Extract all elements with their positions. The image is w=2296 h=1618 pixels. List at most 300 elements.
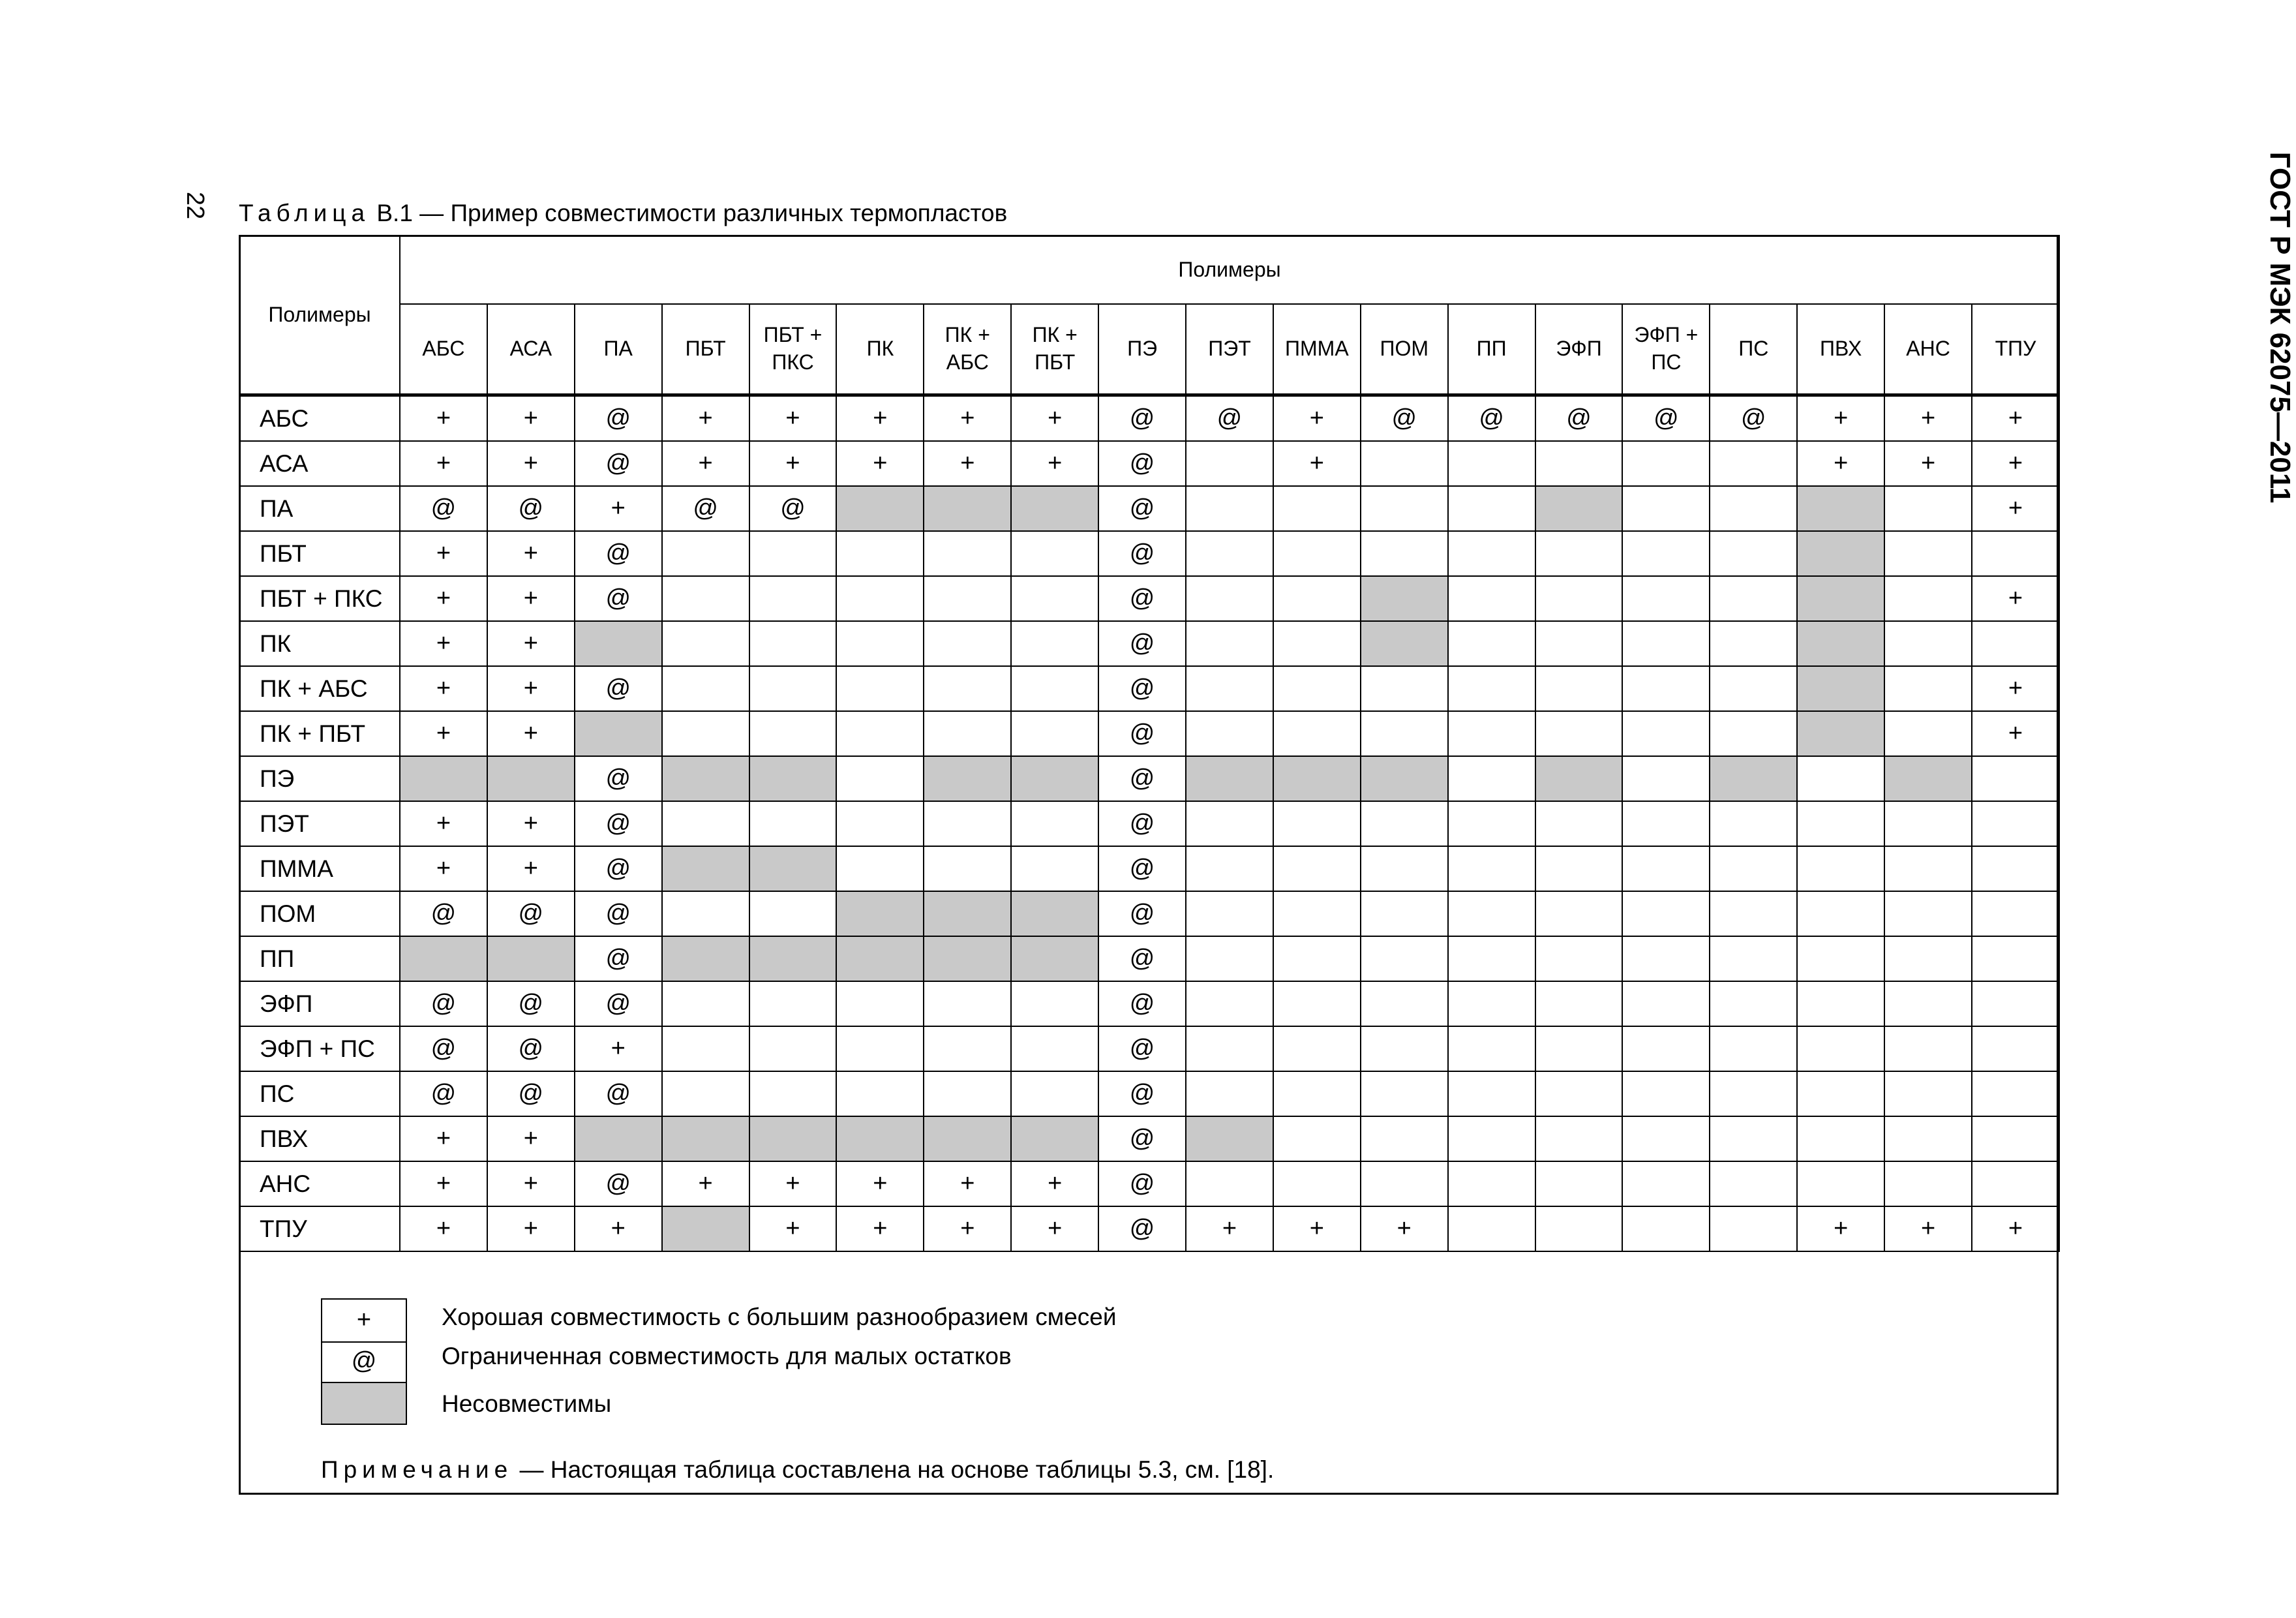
empty-cell [1273, 666, 1361, 711]
compatible-cell: + [1011, 441, 1098, 486]
empty-cell [1361, 936, 1448, 981]
limited-cell: @ [575, 441, 662, 486]
incompatible-cell [924, 1116, 1011, 1161]
compatible-cell: + [487, 801, 575, 846]
compatible-cell: + [836, 1161, 924, 1206]
limited-cell: @ [1098, 666, 1186, 711]
compatible-cell: + [487, 846, 575, 891]
empty-cell [1011, 621, 1098, 666]
empty-cell [1186, 666, 1273, 711]
incompatible-cell [1011, 756, 1098, 801]
empty-cell [1273, 1161, 1361, 1206]
compatible-cell: + [1011, 395, 1098, 442]
empty-cell [1273, 576, 1361, 621]
empty-cell [924, 1071, 1011, 1116]
limited-cell: @ [1098, 756, 1186, 801]
empty-cell [836, 1026, 924, 1071]
empty-cell [1273, 621, 1361, 666]
compatible-cell: + [487, 1161, 575, 1206]
compatible-cell: + [1972, 395, 2059, 442]
limited-cell: @ [1098, 711, 1186, 756]
empty-cell [1622, 621, 1710, 666]
note-label: Примечание [321, 1456, 513, 1483]
empty-cell [1011, 981, 1098, 1026]
empty-cell [1535, 1206, 1623, 1251]
incompatible-cell [1797, 531, 1884, 576]
legend-label: Несовместимы [442, 1390, 612, 1417]
incompatible-cell [1361, 621, 1448, 666]
incompatible-cell [1797, 666, 1884, 711]
table-row [239, 846, 2059, 891]
empty-cell [749, 801, 837, 846]
empty-cell [1535, 621, 1623, 666]
limited-cell: @ [575, 801, 662, 846]
empty-cell [836, 846, 924, 891]
empty-cell [1361, 1071, 1448, 1116]
empty-cell [1622, 936, 1710, 981]
empty-cell [1535, 531, 1623, 576]
empty-cell [1361, 801, 1448, 846]
incompatible-cell [1011, 936, 1098, 981]
compatible-cell: + [836, 395, 924, 442]
empty-cell [662, 1071, 749, 1116]
table-row [239, 666, 2059, 711]
column-header: АНС [1884, 304, 1972, 395]
empty-cell [836, 621, 924, 666]
limited-cell: @ [575, 891, 662, 936]
incompatible-cell [836, 486, 924, 531]
limited-cell: @ [662, 486, 749, 531]
empty-cell [1622, 441, 1710, 486]
column-header: ПВХ [1797, 304, 1884, 395]
empty-cell [662, 531, 749, 576]
empty-cell [1535, 801, 1623, 846]
empty-cell [662, 891, 749, 936]
empty-cell [1448, 1071, 1535, 1116]
empty-cell [1535, 1071, 1623, 1116]
compatible-cell: + [400, 666, 487, 711]
empty-cell [1448, 756, 1535, 801]
limited-cell: @ [487, 486, 575, 531]
empty-cell [1535, 936, 1623, 981]
incompatible-cell [662, 1116, 749, 1161]
empty-cell [1535, 981, 1623, 1026]
compatible-cell: + [1011, 1161, 1098, 1206]
compatible-cell: + [1972, 666, 2059, 711]
compatible-cell: + [400, 395, 487, 442]
empty-cell [1710, 891, 1797, 936]
legend-label: Ограниченная совместимость для малых остатков [442, 1343, 1012, 1369]
empty-cell [1361, 711, 1448, 756]
empty-cell [1186, 1071, 1273, 1116]
empty-cell [662, 666, 749, 711]
empty-cell [1448, 936, 1535, 981]
empty-cell [1622, 1116, 1710, 1161]
empty-cell [662, 1026, 749, 1071]
note-text: — Настоящая таблица составлена на основе таблицы 5.3, см. [18]. [513, 1456, 1275, 1483]
empty-cell [1884, 621, 1972, 666]
compatible-cell: + [400, 441, 487, 486]
empty-cell [1186, 936, 1273, 981]
incompatible-cell [1797, 486, 1884, 531]
row-label: ПБТ + ПКС [239, 576, 400, 621]
compatible-cell: + [1884, 1206, 1972, 1251]
limited-cell: @ [575, 531, 662, 576]
empty-cell [1884, 981, 1972, 1026]
incompatible-cell [400, 936, 487, 981]
empty-cell [1186, 576, 1273, 621]
document-id: ГОСТ Р МЭК 62075—2011 [2264, 151, 2296, 504]
table-row [239, 531, 2059, 576]
empty-cell [1011, 846, 1098, 891]
column-header: ЭФП [1535, 304, 1623, 395]
table-row [239, 936, 2059, 981]
incompatible-cell [575, 711, 662, 756]
compatible-cell: + [662, 1161, 749, 1206]
incompatible-cell [1710, 756, 1797, 801]
row-label: ПММА [239, 846, 400, 891]
table-row [239, 756, 2059, 801]
limited-cell: @ [1186, 395, 1273, 442]
empty-cell [1361, 1026, 1448, 1071]
incompatible-cell [1797, 711, 1884, 756]
empty-cell [1797, 981, 1884, 1026]
incompatible-cell [1361, 756, 1448, 801]
compatible-cell: + [924, 1206, 1011, 1251]
limited-cell: @ [1098, 1161, 1186, 1206]
empty-cell [1622, 531, 1710, 576]
empty-cell [1011, 801, 1098, 846]
limited-cell: @ [487, 981, 575, 1026]
compatible-cell: + [1797, 441, 1884, 486]
empty-cell [1622, 891, 1710, 936]
limited-cell: @ [1535, 395, 1623, 442]
incompatible-cell [1186, 1116, 1273, 1161]
compatible-cell: + [1273, 441, 1361, 486]
empty-cell [1011, 1026, 1098, 1071]
empty-cell [1273, 981, 1361, 1026]
compatible-cell: + [749, 441, 837, 486]
limited-cell: @ [1098, 531, 1186, 576]
incompatible-cell [836, 1116, 924, 1161]
empty-cell [1972, 756, 2059, 801]
incompatible-cell [662, 846, 749, 891]
incompatible-cell [1011, 486, 1098, 531]
compatible-cell: + [924, 441, 1011, 486]
empty-cell [1884, 936, 1972, 981]
empty-cell [1011, 1071, 1098, 1116]
empty-cell [1186, 846, 1273, 891]
empty-cell [836, 981, 924, 1026]
empty-cell [1622, 576, 1710, 621]
row-label: ПС [239, 1071, 400, 1116]
compatible-cell: + [487, 441, 575, 486]
incompatible-cell [924, 756, 1011, 801]
incompatible-cell [575, 1116, 662, 1161]
empty-cell [836, 1071, 924, 1116]
column-header: ПК + АБС [924, 304, 1011, 395]
empty-cell [1884, 1026, 1972, 1071]
limited-cell: @ [575, 846, 662, 891]
compatible-cell: + [1884, 441, 1972, 486]
incompatible-cell [1797, 576, 1884, 621]
empty-cell [1710, 936, 1797, 981]
table-row [239, 621, 2059, 666]
limited-cell: @ [1098, 936, 1186, 981]
empty-cell [1011, 576, 1098, 621]
limited-cell: @ [487, 1026, 575, 1071]
empty-cell [1448, 576, 1535, 621]
column-header: ПЭТ [1186, 304, 1273, 395]
incompatible-cell [400, 756, 487, 801]
row-label: ПП [239, 936, 400, 981]
empty-cell [1622, 1026, 1710, 1071]
empty-cell [1273, 486, 1361, 531]
empty-cell [1361, 441, 1448, 486]
incompatible-cell [662, 756, 749, 801]
empty-cell [836, 531, 924, 576]
limited-cell: @ [575, 395, 662, 442]
empty-cell [1448, 531, 1535, 576]
limited-cell: @ [749, 486, 837, 531]
compatible-cell: + [400, 801, 487, 846]
empty-cell [836, 756, 924, 801]
empty-cell [1710, 1026, 1797, 1071]
limited-cell: @ [1098, 621, 1186, 666]
column-header: ПК [836, 304, 924, 395]
incompatible-cell [662, 936, 749, 981]
compatible-cell: + [1797, 395, 1884, 442]
empty-cell [1448, 441, 1535, 486]
empty-cell [924, 801, 1011, 846]
compatible-cell: + [1884, 395, 1972, 442]
compatible-cell: + [575, 1026, 662, 1071]
empty-cell [1186, 531, 1273, 576]
incompatible-cell [924, 486, 1011, 531]
empty-cell [1273, 801, 1361, 846]
empty-cell [1797, 846, 1884, 891]
limited-cell: @ [1098, 801, 1186, 846]
empty-cell [1448, 486, 1535, 531]
limited-cell: @ [1098, 441, 1186, 486]
empty-cell [1186, 621, 1273, 666]
limited-cell: @ [1710, 395, 1797, 442]
table-row [239, 576, 2059, 621]
row-label: ПБТ [239, 531, 400, 576]
empty-cell [1448, 621, 1535, 666]
empty-cell [1186, 801, 1273, 846]
incompatible-cell [1011, 891, 1098, 936]
group-header: Полимеры [400, 236, 2059, 304]
empty-cell [662, 801, 749, 846]
empty-cell [1884, 711, 1972, 756]
empty-cell [1448, 711, 1535, 756]
empty-cell [1361, 846, 1448, 891]
compatible-cell: + [924, 395, 1011, 442]
empty-cell [1535, 666, 1623, 711]
row-label: ПВХ [239, 1116, 400, 1161]
empty-cell [749, 981, 837, 1026]
empty-cell [1972, 1071, 2059, 1116]
empty-cell [836, 666, 924, 711]
row-label: ПОМ [239, 891, 400, 936]
limited-cell: @ [400, 981, 487, 1026]
empty-cell [1710, 441, 1797, 486]
row-label: АСА [239, 441, 400, 486]
empty-cell [1710, 711, 1797, 756]
compatibility-table [239, 235, 2060, 1252]
empty-cell [1186, 441, 1273, 486]
empty-cell [836, 576, 924, 621]
compatible-cell: + [749, 1206, 837, 1251]
empty-cell [1011, 666, 1098, 711]
empty-cell [1361, 981, 1448, 1026]
empty-cell [1448, 846, 1535, 891]
empty-cell [1273, 936, 1361, 981]
empty-cell [836, 801, 924, 846]
table-row [239, 981, 2059, 1026]
empty-cell [749, 666, 837, 711]
incompatible-cell [487, 756, 575, 801]
limited-cell: @ [1361, 395, 1448, 442]
empty-cell [1884, 1071, 1972, 1116]
empty-cell [1884, 666, 1972, 711]
compatible-cell: + [487, 531, 575, 576]
empty-cell [1361, 1161, 1448, 1206]
empty-cell [1361, 666, 1448, 711]
legend-label: Хорошая совместимость с большим разнообразием смесей [442, 1304, 1117, 1330]
incompatible-cell [749, 936, 837, 981]
compatible-cell: + [400, 1161, 487, 1206]
compatible-cell: + [487, 576, 575, 621]
empty-cell [662, 576, 749, 621]
empty-cell [1972, 936, 2059, 981]
empty-cell [924, 621, 1011, 666]
incompatible-cell [487, 936, 575, 981]
empty-cell [1535, 1116, 1623, 1161]
corner-header: Полимеры [239, 236, 400, 395]
empty-cell [1622, 1206, 1710, 1251]
empty-cell [1622, 666, 1710, 711]
limited-cell: @ [1622, 395, 1710, 442]
compatible-cell: + [487, 666, 575, 711]
empty-cell [1186, 981, 1273, 1026]
incompatible-cell [749, 846, 837, 891]
table-row [239, 1206, 2059, 1251]
limited-cell: @ [1098, 486, 1186, 531]
compatible-cell: + [400, 1206, 487, 1251]
empty-cell [1622, 846, 1710, 891]
column-header: ПП [1448, 304, 1535, 395]
column-header: ПБТ [662, 304, 749, 395]
table-row [239, 1116, 2059, 1161]
empty-cell [1535, 846, 1623, 891]
empty-cell [1273, 711, 1361, 756]
incompatible-cell [1361, 576, 1448, 621]
compatible-cell: + [575, 486, 662, 531]
incompatible-cell [1186, 756, 1273, 801]
row-label: ПЭ [239, 756, 400, 801]
empty-cell [1186, 486, 1273, 531]
limited-cell: @ [400, 891, 487, 936]
limited-cell: @ [400, 1071, 487, 1116]
empty-cell [1186, 711, 1273, 756]
empty-cell [1622, 981, 1710, 1026]
empty-cell [749, 531, 837, 576]
compatible-cell: + [487, 621, 575, 666]
table-row [239, 1071, 2059, 1116]
table-row [239, 395, 2059, 442]
empty-cell [1710, 846, 1797, 891]
limited-cell: @ [1098, 981, 1186, 1026]
empty-cell [1972, 531, 2059, 576]
empty-cell [1710, 1071, 1797, 1116]
empty-cell [1622, 1071, 1710, 1116]
limited-cell: @ [400, 486, 487, 531]
limited-cell: @ [1448, 395, 1535, 442]
empty-cell [1884, 891, 1972, 936]
empty-cell [924, 846, 1011, 891]
compatible-cell: + [662, 395, 749, 442]
incompatible-cell [1535, 756, 1623, 801]
empty-cell [1972, 1161, 2059, 1206]
empty-cell [1535, 711, 1623, 756]
compatible-cell: + [487, 1206, 575, 1251]
compatible-cell: + [1361, 1206, 1448, 1251]
limited-cell: @ [1098, 395, 1186, 442]
compatible-cell: + [749, 395, 837, 442]
incompatible-cell [1011, 1116, 1098, 1161]
empty-cell [1535, 1026, 1623, 1071]
limited-cell: @ [1098, 891, 1186, 936]
empty-cell [1535, 441, 1623, 486]
legend-swatch: @ [321, 1343, 407, 1383]
page-number: 22 [181, 191, 209, 220]
empty-cell [1361, 531, 1448, 576]
empty-cell [1710, 576, 1797, 621]
empty-cell [1622, 1161, 1710, 1206]
legend-swatch [321, 1383, 407, 1425]
column-header: ПОМ [1361, 304, 1448, 395]
empty-cell [1448, 1206, 1535, 1251]
limited-cell: @ [575, 936, 662, 981]
empty-cell [1622, 756, 1710, 801]
limited-cell: @ [1098, 1026, 1186, 1071]
column-header: АСА [487, 304, 575, 395]
empty-cell [1273, 1026, 1361, 1071]
empty-cell [1710, 486, 1797, 531]
compatible-cell: + [1273, 1206, 1361, 1251]
compatible-cell: + [1273, 395, 1361, 442]
empty-cell [1448, 981, 1535, 1026]
incompatible-cell [749, 756, 837, 801]
caption-label: Таблица [239, 200, 370, 226]
empty-cell [1011, 531, 1098, 576]
empty-cell [924, 981, 1011, 1026]
empty-cell [836, 711, 924, 756]
empty-cell [1361, 1116, 1448, 1161]
empty-cell [1273, 531, 1361, 576]
compatible-cell: + [1972, 1206, 2059, 1251]
empty-cell [1622, 801, 1710, 846]
empty-cell [662, 981, 749, 1026]
empty-cell [1273, 891, 1361, 936]
empty-cell [1710, 1206, 1797, 1251]
incompatible-cell [1884, 756, 1972, 801]
compatible-cell: + [1797, 1206, 1884, 1251]
limited-cell: @ [575, 576, 662, 621]
limited-cell: @ [575, 666, 662, 711]
